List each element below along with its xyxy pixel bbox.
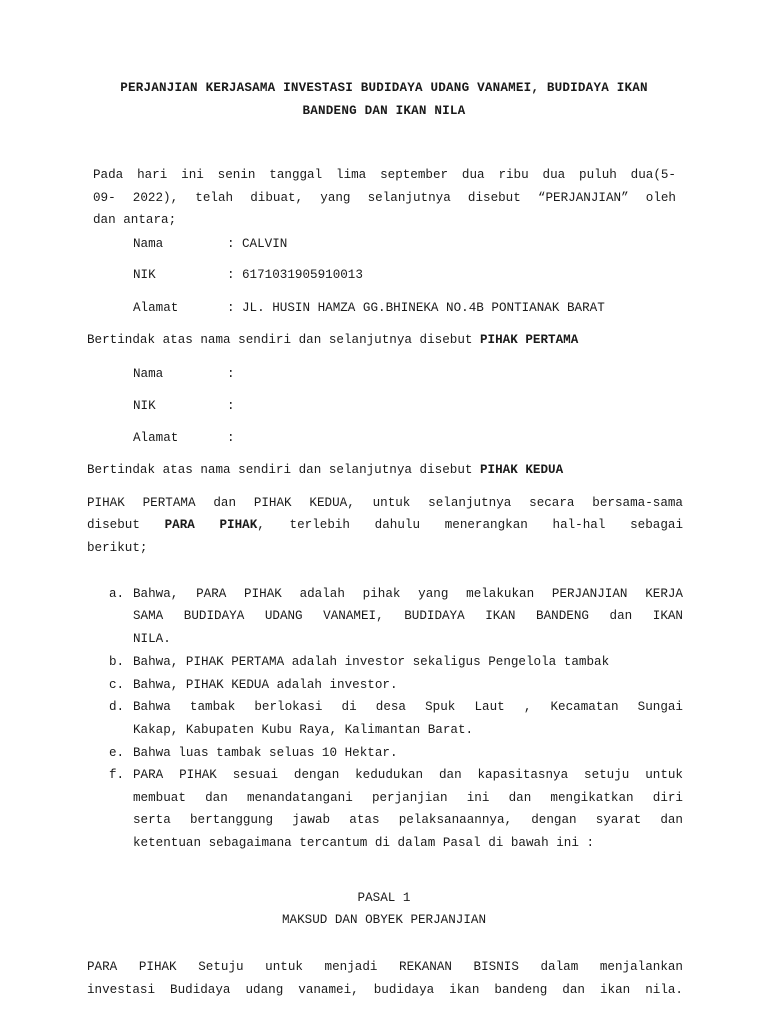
party1-nama-label: Nama xyxy=(133,237,164,251)
list-item-f-line-1: PARA PIHAK sesuai dengan kedudukan dan kapasitasnya setuju untuk xyxy=(133,768,683,782)
party2-nama-colon: : xyxy=(227,367,235,381)
list-item-d-line-1: Bahwa tambak berlokasi di desa Spuk Laut , Kecamatan Sungai xyxy=(133,700,683,714)
list-item-e: Bahwa luas tambak seluas 10 Hektar. xyxy=(133,746,398,760)
opening-line-1: Pada hari ini senin tanggal lima september dua ribu dua puluh dua(5- xyxy=(93,168,676,182)
list-marker-d: d. xyxy=(109,700,125,714)
list-marker-e: e. xyxy=(109,746,125,760)
party2-nik-colon: : xyxy=(227,399,235,413)
para-pihak-line-1: PIHAK PERTAMA dan PIHAK KEDUA, untuk selanjutnya secara bersama-sama xyxy=(87,496,683,510)
party2-nama-label: Nama xyxy=(133,367,164,381)
party2-statement-text: Bertindak atas nama sendiri dan selanjutnya disebut xyxy=(87,463,480,477)
party2-alamat-colon: : xyxy=(227,431,235,445)
para-pihak-line-3: berikut; xyxy=(87,541,148,555)
list-marker-f: f. xyxy=(109,768,125,782)
party1-nik-colon: : xyxy=(227,268,235,282)
party2-statement xyxy=(87,463,563,477)
party2-alamat-label: Alamat xyxy=(133,431,179,445)
list-item-f-line-4: ketentuan sebagaimana tercantum di dalam Pasal di bawah ini : xyxy=(133,836,595,850)
list-item-a-line-3: NILA. xyxy=(133,632,171,646)
list-item-f-line-3: serta bertanggung jawab atas pelaksanaannya, dengan syarat dan xyxy=(133,813,683,827)
pasal-1-heading: PASAL 1 xyxy=(357,891,411,905)
pasal-1-line-1: PARA PIHAK Setuju untuk menjadi REKANAN BISNIS dalam menjalankan xyxy=(87,960,683,974)
party2-nik-label: NIK xyxy=(133,399,156,413)
para-pihak-term: PARA PIHAK xyxy=(164,518,258,532)
document-title-line-2: BANDENG DAN IKAN NILA xyxy=(302,104,466,118)
opening-line-3: dan antara; xyxy=(93,213,177,227)
party1-statement xyxy=(87,333,578,347)
party1-alamat-label: Alamat xyxy=(133,301,179,315)
party1-nama-colon: : xyxy=(227,237,235,251)
para-pihak-line-2-suffix: , terlebih dahulu menerangkan hal-hal sebagai xyxy=(257,518,683,532)
document-title-line-1: PERJANJIAN KERJASAMA INVESTASI BUDIDAYA UDANG VANAMEI, BUDIDAYA IKAN xyxy=(120,81,648,95)
party1-alamat-colon: : xyxy=(227,301,235,315)
list-item-a-line-1: Bahwa, PARA PIHAK adalah pihak yang melakukan PERJANJIAN KERJA xyxy=(133,587,683,601)
list-item-f-line-2: membuat dan menandatangani perjanjian ini dan mengikatkan diri xyxy=(133,791,683,805)
list-item-d-line-2: Kakap, Kabupaten Kubu Raya, Kalimantan Barat. xyxy=(133,723,474,737)
party1-alamat-value: JL. HUSIN HAMZA GG.BHINEKA NO.4B PONTIANAK BARAT xyxy=(242,301,605,315)
party1-nama-value: CALVIN xyxy=(242,237,288,251)
list-marker-c: c. xyxy=(109,678,125,692)
opening-line-2: 09- 2022), telah dibuat, yang selanjutnya disebut “PERJANJIAN” oleh xyxy=(93,191,676,205)
list-marker-a: a. xyxy=(109,587,125,601)
pasal-1-subheading: MAKSUD DAN OBYEK PERJANJIAN xyxy=(281,913,487,927)
list-item-b: Bahwa, PIHAK PERTAMA adalah investor sekaligus Pengelola tambak xyxy=(133,655,610,669)
para-pihak-line-2 xyxy=(87,518,683,532)
party1-nik-value: 6171031905910013 xyxy=(242,268,363,282)
party2-role: PIHAK KEDUA xyxy=(480,463,564,477)
list-item-c: Bahwa, PIHAK KEDUA adalah investor. xyxy=(133,678,398,692)
pasal-1-line-2: investasi Budidaya udang vanamei, budidaya ikan bandeng dan ikan nila. xyxy=(87,983,683,997)
para-pihak-line-2-prefix: disebut xyxy=(87,518,165,532)
list-item-a-line-2: SAMA BUDIDAYA UDANG VANAMEI, BUDIDAYA IKAN BANDENG dan IKAN xyxy=(133,609,683,623)
party1-statement-text: Bertindak atas nama sendiri dan selanjutnya disebut xyxy=(87,333,480,347)
party1-role: PIHAK PERTAMA xyxy=(480,333,579,347)
list-marker-b: b. xyxy=(109,655,125,669)
party1-nik-label: NIK xyxy=(133,268,156,282)
